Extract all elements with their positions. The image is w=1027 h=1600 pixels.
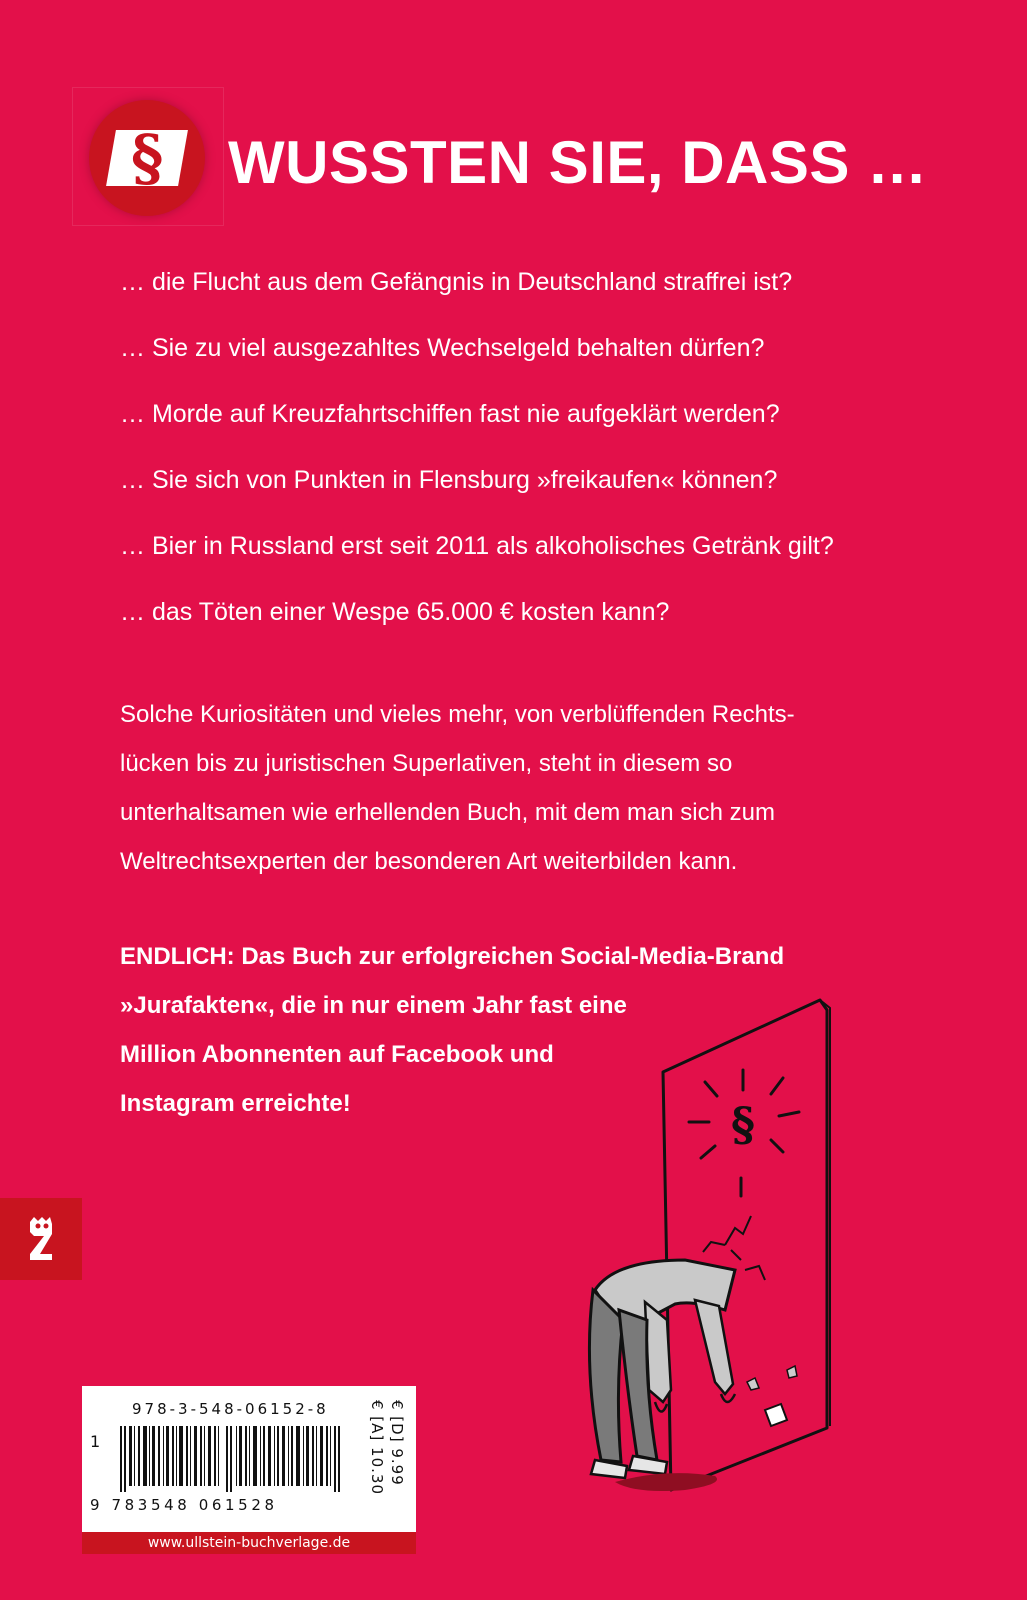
description-line: lücken bis zu juristischen Superlativen, steht in diesem so xyxy=(120,750,733,777)
cta-line: Instagram erreichte! xyxy=(120,1090,351,1117)
fact-item: … das Töten einer Wespe 65.000 € kosten kann? xyxy=(120,598,670,626)
barcode-digits: 9 783548 061528 xyxy=(90,1496,278,1514)
cta-line: Million Abonnenten auf Facebook und xyxy=(120,1041,554,1068)
page-title: WUSSTEN SIE, DASS … xyxy=(228,129,928,196)
paragraph-glyph: § xyxy=(130,121,164,194)
fact-item: … Bier in Russland erst seit 2011 als alkoholisches Getränk gilt? xyxy=(120,532,834,560)
owl-icon xyxy=(0,1198,82,1280)
logo-frame xyxy=(72,87,224,226)
man-head-through-wall-illustration xyxy=(575,990,845,1525)
isbn-text: 978-3-548-06152-8 xyxy=(132,1400,329,1418)
owl-publisher-icon xyxy=(0,1198,82,1280)
cta-line: »Jurafakten«, die in nur einem Jahr fast eine xyxy=(120,992,627,1019)
barcode-panel xyxy=(82,1386,416,1554)
description-line: Weltrechtsexperten der besonderen Art weiterbilden kann. xyxy=(120,848,738,875)
price-at: € [A] 10.30 xyxy=(368,1400,386,1495)
description-paragraph xyxy=(120,690,920,886)
price-de: € [D] 9.99 xyxy=(388,1400,406,1486)
barcode-bars xyxy=(118,1426,354,1492)
fact-item: … Sie zu viel ausgezahltes Wechselgeld behalten dürfen? xyxy=(120,334,765,362)
fact-item: … Morde auf Kreuzfahrtschiffen fast nie aufgeklärt werden? xyxy=(120,400,780,428)
isbn-lead-digit: 1 xyxy=(90,1432,101,1451)
description-line: unterhaltsamen wie erhellenden Buch, mit dem man sich zum xyxy=(120,799,775,826)
paragraph-sign: § xyxy=(730,1097,756,1151)
publisher-url: www.ullstein-buchverlage.de xyxy=(82,1532,416,1554)
logo-mark xyxy=(106,121,188,194)
cta-line: ENDLICH: Das Buch zur erfolgreichen Social-Media-Brand xyxy=(120,943,785,970)
price-block xyxy=(366,1400,410,1520)
description-line: Solche Kuriositäten und vieles mehr, von verblüffenden Rechts- xyxy=(120,701,795,728)
paragraph-logo-icon xyxy=(89,100,205,216)
facts-list xyxy=(120,262,980,658)
fact-item: … die Flucht aus dem Gefängnis in Deutschland straffrei ist? xyxy=(120,268,793,296)
fact-item: … Sie sich von Punkten in Flensburg »freikaufen« können? xyxy=(120,466,778,494)
